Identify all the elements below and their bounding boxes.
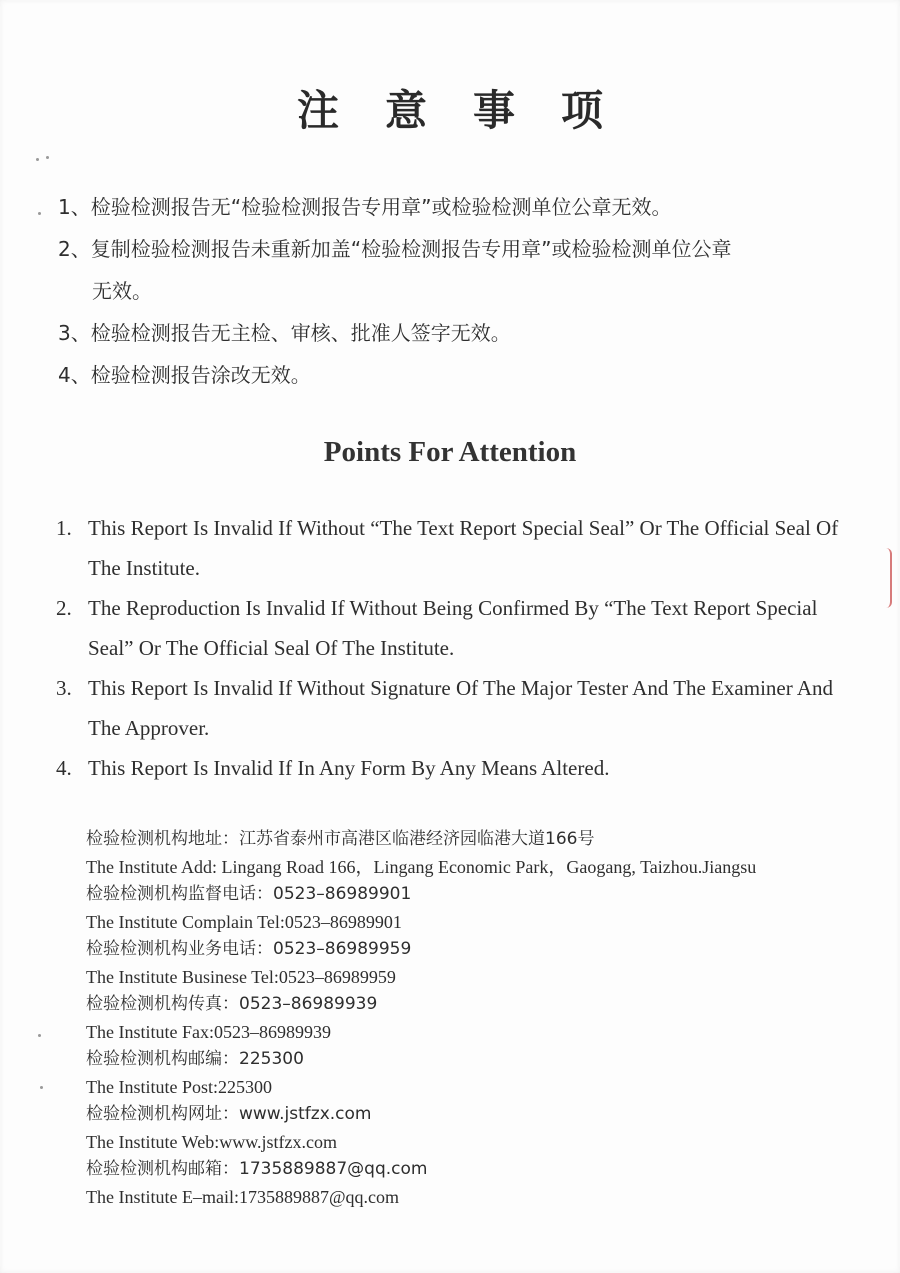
notice-item-cn [58,228,858,312]
notice-number: 4. [56,756,72,780]
notice-text-cn-continuation: 无效。 [92,279,152,303]
seal-edge-mark [886,548,892,608]
scan-speck [40,1086,43,1089]
post-cn: 检验检测机构邮编：225300 [86,1049,304,1069]
scan-speck [38,212,41,215]
complain-tel-cn: 检验检测机构监督电话：0523–86989901 [86,884,412,904]
fax-cn: 检验检测机构传真：0523–86989939 [86,994,378,1014]
notice-item-cn [58,312,858,354]
notice-text-en: This Report Is Invalid If Without Signature Of The Major Tester And The Examiner And The Approver. [88,676,833,740]
email-cn: 检验检测机构邮箱：1735889887@qq.com [86,1159,428,1179]
notice-number: 3. [56,676,72,700]
notice-item-en [56,748,856,788]
scan-speck [46,156,49,159]
page-title-chinese: 注意事项 [296,86,649,135]
scan-speck [38,1034,41,1037]
notice-item-cn [58,186,858,228]
page-title-english: Points For Attention [323,436,577,468]
notice-list-english [56,508,856,788]
notice-list-chinese [58,186,858,396]
notice-number: 2. [56,596,72,620]
web-en: The Institute Web:www.jstfzx.com [86,1131,337,1152]
notice-item-en [56,668,856,748]
fax-en: The Institute Fax:0523–86989939 [86,1021,331,1042]
complain-tel-en: The Institute Complain Tel:0523–86989901 [86,911,402,932]
notice-text-cn: 3、检验检测报告无主检、审核、批准人签字无效。 [58,321,511,345]
notice-text-cn: 2、复制检验检测报告未重新加盖“检验检测报告专用章”或检验检测单位公章 [58,237,732,261]
email-en: The Institute E–mail:1735889887@qq.com [86,1186,400,1207]
address-en: The Institute Add: Lingang Road 166，Lingang Economic Park，Gaogang, Taizhou.Jiangsu [86,856,757,877]
notice-text-cn: 1、检验检测报告无“检验检测报告专用章”或检验检测单位公章无效。 [58,195,672,219]
notice-text-en: The Reproduction Is Invalid If Without Being Confirmed By “The Text Report Special Seal” Or The Official Seal Of The Institute. [88,596,818,660]
notice-item-cn [58,354,858,396]
notice-item-en [56,588,856,668]
business-tel-cn: 检验检测机构业务电话：0523–86989959 [86,939,412,959]
contact-info [86,826,866,1211]
address-cn: 检验检测机构地址：江苏省泰州市高港区临港经济园临港大道166号 [86,829,595,849]
business-tel-en: The Institute Businese Tel:0523–86989959 [86,966,396,987]
notice-text-en: This Report Is Invalid If Without “The Text Report Special Seal” Or The Official Seal Of The Institute. [88,516,839,580]
notice-text-cn: 4、检验检测报告涂改无效。 [58,363,311,387]
notice-item-en [56,508,856,588]
post-en: The Institute Post:225300 [86,1076,272,1097]
notice-number: 1. [56,516,72,540]
web-cn: 检验检测机构网址：www.jstfzx.com [86,1104,372,1124]
notice-text-en: This Report Is Invalid If In Any Form By Any Means Altered. [88,756,610,780]
scan-speck [36,158,39,161]
